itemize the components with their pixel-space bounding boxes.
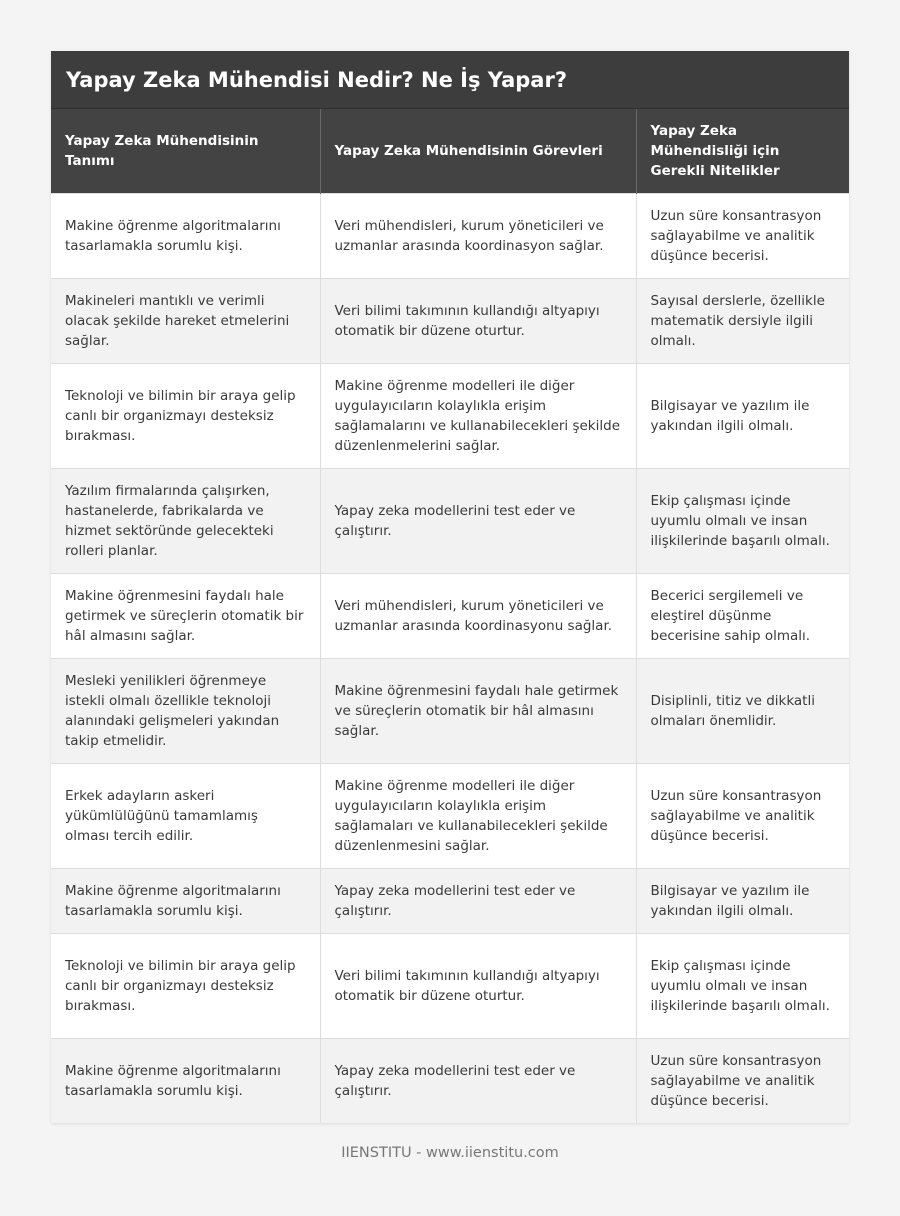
table-cell: Yazılım firmalarında çalışırken, hastanelerde, fabrikalarda ve hizmet sektöründe gelecekteki rolleri planlar. — [51, 469, 320, 574]
table-cell: Ekip çalışması içinde uyumlu olmalı ve insan ilişkilerinde başarılı olmalı. — [636, 469, 849, 574]
table-cell: Makine öğrenmesini faydalı hale getirmek ve süreçlerin otomatik bir hâl almasını sağlar. — [51, 574, 320, 659]
table-cell: Veri bilimi takımının kullandığı altyapıyı otomatik bir düzene oturtur. — [320, 279, 636, 364]
table-cell: Veri mühendisleri, kurum yöneticileri ve uzmanlar arasında koordinasyonu sağlar. — [320, 574, 636, 659]
table-row — [51, 764, 849, 869]
table-row — [51, 364, 849, 469]
table-cell: Veri bilimi takımının kullandığı altyapıyı otomatik bir düzene oturtur. — [320, 934, 636, 1039]
info-table — [51, 109, 849, 1123]
column-header-definition: Yapay Zeka Mühendisinin Tanımı — [51, 109, 320, 194]
page-title: Yapay Zeka Mühendisi Nedir? Ne İş Yapar? — [51, 51, 849, 109]
table-cell: Makine öğrenmesini faydalı hale getirmek ve süreçlerin otomatik bir hâl almasını sağlar. — [320, 659, 636, 764]
table-cell: Yapay zeka modellerini test eder ve çalıştırır. — [320, 469, 636, 574]
table-cell: Bilgisayar ve yazılım ile yakından ilgili olmalı. — [636, 869, 849, 934]
table-cell: Uzun süre konsantrasyon sağlayabilme ve analitik düşünce becerisi. — [636, 764, 849, 869]
table-cell: Veri mühendisleri, kurum yöneticileri ve uzmanlar arasında koordinasyon sağlar. — [320, 194, 636, 279]
table-cell: Makine öğrenme modelleri ile diğer uygulayıcıların kolaylıkla erişim sağlamaları ve kullanabilecekleri şekilde düzenlenmesini sağlar. — [320, 764, 636, 869]
table-row — [51, 279, 849, 364]
table-cell: Makine öğrenme modelleri ile diğer uygulayıcıların kolaylıkla erişim sağlamalarını ve kullanabilecekleri şekilde düzenlenmelerini sağlar. — [320, 364, 636, 469]
table-cell: Makine öğrenme algoritmalarını tasarlamakla sorumlu kişi. — [51, 194, 320, 279]
table-cell: Teknoloji ve bilimin bir araya gelip canlı bir organizmayı desteksiz bırakması. — [51, 934, 320, 1039]
table-cell: Disiplinli, titiz ve dikkatli olmaları önemlidir. — [636, 659, 849, 764]
table-cell: Bilgisayar ve yazılım ile yakından ilgili olmalı. — [636, 364, 849, 469]
table-row — [51, 934, 849, 1039]
table-cell: Uzun süre konsantrasyon sağlayabilme ve analitik düşünce becerisi. — [636, 194, 849, 279]
table-row — [51, 869, 849, 934]
table-row — [51, 574, 849, 659]
column-header-duties: Yapay Zeka Mühendisinin Görevleri — [320, 109, 636, 194]
table-cell: Makineleri mantıklı ve verimli olacak şekilde hareket etmelerini sağlar. — [51, 279, 320, 364]
table-row — [51, 659, 849, 764]
table-row — [51, 1039, 849, 1124]
table-card — [51, 51, 849, 1123]
table-cell: Makine öğrenme algoritmalarını tasarlamakla sorumlu kişi. — [51, 869, 320, 934]
table-cell: Teknoloji ve bilimin bir araya gelip canlı bir organizmayı desteksiz bırakması. — [51, 364, 320, 469]
table-cell: Sayısal derslerle, özellikle matematik dersiyle ilgili olmalı. — [636, 279, 849, 364]
table-cell: Makine öğrenme algoritmalarını tasarlamakla sorumlu kişi. — [51, 1039, 320, 1124]
table-cell: Becerici sergilemeli ve eleştirel düşünme becerisine sahip olmalı. — [636, 574, 849, 659]
table-row — [51, 194, 849, 279]
column-header-qualifications: Yapay Zeka Mühendisliği için Gerekli Nitelikler — [636, 109, 849, 194]
table-cell: Uzun süre konsantrasyon sağlayabilme ve analitik düşünce becerisi. — [636, 1039, 849, 1124]
table-cell: Ekip çalışması içinde uyumlu olmalı ve insan ilişkilerinde başarılı olmalı. — [636, 934, 849, 1039]
table-row — [51, 469, 849, 574]
table-cell: Erkek adayların askeri yükümlülüğünü tamamlamış olması tercih edilir. — [51, 764, 320, 869]
footer-credit: IIENSTITU - www.iienstitu.com — [341, 1145, 559, 1161]
table-cell: Yapay zeka modellerini test eder ve çalıştırır. — [320, 869, 636, 934]
table-cell: Mesleki yenilikleri öğrenmeye istekli olmalı özellikle teknoloji alanındaki gelişmeleri yakından takip etmelidir. — [51, 659, 320, 764]
table-cell: Yapay zeka modellerini test eder ve çalıştırır. — [320, 1039, 636, 1124]
table-header-row — [51, 109, 849, 194]
